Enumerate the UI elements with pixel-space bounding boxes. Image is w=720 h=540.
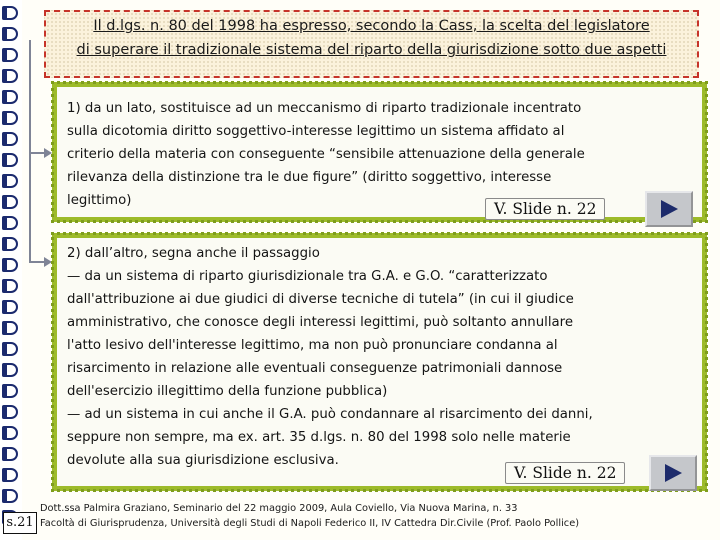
point-1-line: sulla dicotomia diritto soggettivo-interesse legittimo un sistema affidato al	[67, 124, 565, 139]
point-2-line: — da un sistema di riparto giurisdizionale tra G.A. e G.O. “caratterizzato	[67, 269, 548, 284]
point-2-line: risarcimento in relazione alle eventuali conseguenze patrimoniali dannose	[67, 361, 563, 376]
point-2-line: seppure non sempre, ma ex. art. 35 d.lgs. n. 80 del 1998 solo nelle materie	[67, 430, 571, 445]
binder-ring-icon	[2, 489, 18, 503]
binder-ring-icon	[2, 342, 18, 356]
point-1-line: 1) da un lato, sostituisce ad un meccanismo di riparto tradizionale incentrato	[67, 101, 582, 116]
binder-ring-icon	[2, 216, 18, 230]
binder-ring-icon	[2, 426, 18, 440]
play-triangle-icon	[657, 198, 681, 220]
binder-ring-icon	[2, 279, 18, 293]
binder-ring-icon	[2, 174, 18, 188]
binder-ring-icon	[2, 111, 18, 125]
binder-ring-icon	[2, 195, 18, 209]
arrow-head-icon	[44, 148, 52, 158]
next-slide-button[interactable]	[649, 455, 697, 491]
point-1-line: criterio della materia con conseguente “sensibile attenuazione della generale	[67, 147, 585, 162]
footer-line-1: Dott.ssa Palmira Graziano, Seminario del 22 maggio 2009, Aula Coviello, Via Nuova Marina, n. 33	[40, 503, 518, 514]
binder-ring-icon	[2, 321, 18, 335]
binder-ring-icon	[2, 447, 18, 461]
binder-ring-icon	[2, 90, 18, 104]
point-2-line: — ad un sistema in cui anche il G.A. può condannare al risarcimento dei danni,	[67, 407, 593, 422]
point-2-line: amministrativo, che conosce degli interessi legittimi, può soltanto annullare	[67, 315, 574, 330]
slide-number: s.21	[3, 512, 37, 534]
binder-ring-icon	[2, 132, 18, 146]
title-line-1: Il d.lgs. n. 80 del 1998 ha espresso, secondo la Cass, la scelta del legislatore	[93, 18, 650, 34]
play-triangle-icon	[661, 462, 685, 484]
point-2-line: devolute alla sua giurisdizione esclusiva.	[67, 453, 339, 468]
binder-strip	[0, 0, 22, 540]
point-1-line: legittimo)	[67, 193, 132, 208]
point-2-text	[67, 242, 692, 472]
point-2-line: 2) dall’altro, segna anche il passaggio	[67, 246, 320, 261]
footer-line-2: Facoltà di Giurisprudenza, Università degli Studi di Napoli Federico II, IV Cattedra Dir.Civile (Prof. Paolo Pollice)	[40, 518, 580, 529]
binder-ring-icon	[2, 300, 18, 314]
binder-ring-icon	[2, 468, 18, 482]
slide-ref-link[interactable]: V. Slide n. 22	[485, 198, 605, 220]
binder-ring-icon	[2, 48, 18, 62]
point-1-line: rilevanza della distinzione tra le due figure” (diritto soggettivo, interesse	[67, 170, 552, 185]
binder-ring-icon	[2, 384, 18, 398]
next-slide-button[interactable]	[645, 191, 693, 227]
binder-ring-icon	[2, 153, 18, 167]
title-box	[44, 10, 699, 78]
point-1-text	[67, 97, 692, 212]
binder-ring-icon	[2, 6, 18, 20]
slide-ref-link[interactable]: V. Slide n. 22	[505, 462, 625, 484]
title-line-2: di superare il tradizionale sistema del riparto della giurisdizione sotto due aspetti	[76, 42, 667, 58]
point-2-line: dell'esercizio illegittimo della funzione pubblica)	[67, 384, 388, 399]
binder-ring-icon	[2, 363, 18, 377]
binder-ring-icon	[2, 237, 18, 251]
point-2-line: l'atto lesivo dell'interesse legittimo, ma non può pronunciare condanna al	[67, 338, 558, 353]
binder-ring-icon	[2, 69, 18, 83]
binder-ring-icon	[2, 258, 18, 272]
binder-ring-icon	[2, 27, 18, 41]
binder-ring-icon	[2, 405, 18, 419]
point-2-line: dall'attribuzione ai due giudici di diverse tecniche di tutela” (in cui il giudice	[67, 292, 574, 307]
point-1-panel	[52, 82, 707, 222]
point-2-panel	[52, 233, 707, 491]
